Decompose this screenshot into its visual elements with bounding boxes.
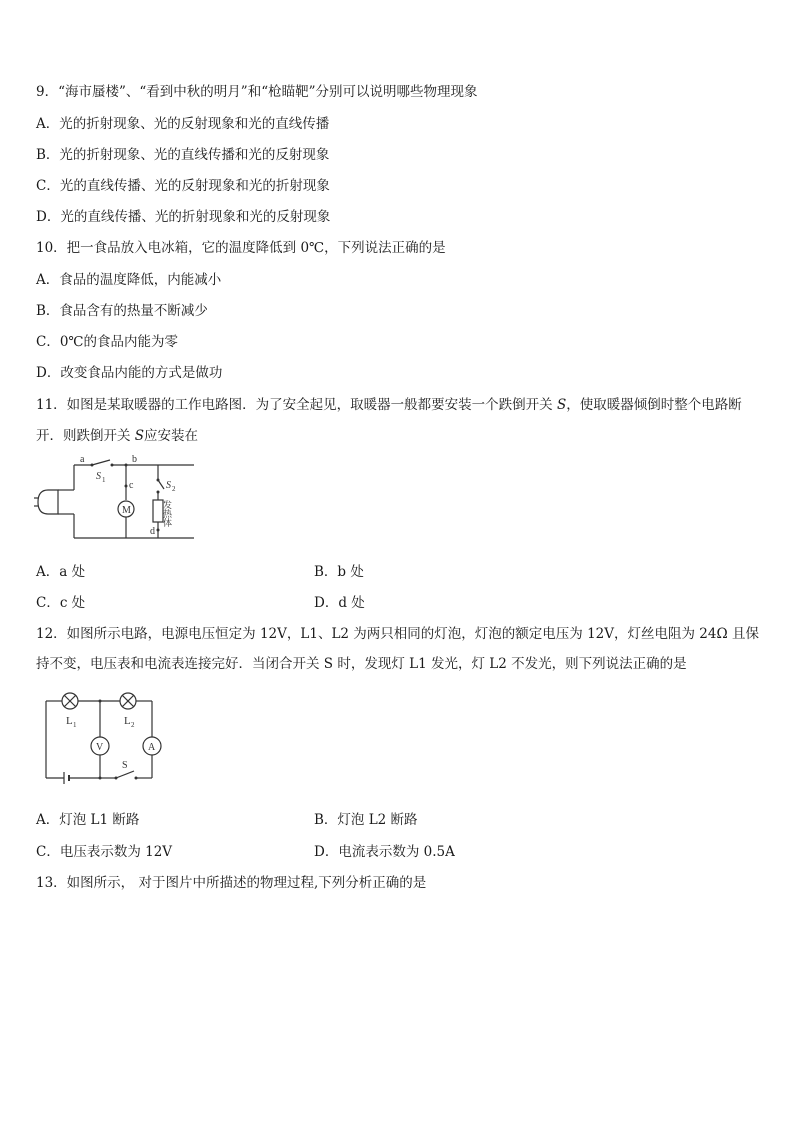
q11-stem-line2: 开．则跌倒开关 S应安装在 [36,428,199,444]
motor-label: M [122,505,131,516]
q11-option-b[interactable]: B．b 处 [314,564,364,580]
q10-option-b[interactable]: B．食品含有的热量不断减少 [36,303,208,319]
label-a: a [80,454,85,465]
q9-option-c[interactable]: C．光的直线传播、光的反射现象和光的折射现象 [36,178,330,194]
label-l2-sub: 2 [131,721,135,729]
q13-stem: 13．如图所示， 对于图片中所描述的物理过程,下列分析正确的是 [36,875,427,891]
label-c: c [129,480,134,491]
q12-bulb-circuit-figure [40,686,170,786]
q10-option-a[interactable]: A．食品的温度降低，内能减小 [36,272,222,288]
q9-option-b[interactable]: B．光的折射现象、光的直线传播和光的反射现象 [36,147,330,163]
q12-option-b[interactable]: B．灯泡 L2 断路 [314,812,418,828]
q12-option-c[interactable]: C．电压表示数为 12V [36,844,173,860]
switch-label: S [122,760,128,771]
q12-stem-line1: 12．如图所示电路，电源电压恒定为 12V，L1、L2 为两只相同的灯泡，灯泡的额定电压为 12V，灯丝电阻为 24Ω 且保 [36,626,759,642]
q11-stem-line1: 11．如图是某取暖器的工作电路图．为了安全起见，取暖器一般都要安装一个跌倒开关 S，使取暖器倾倒时整个电路断 [36,397,742,413]
label-l2: L [124,715,131,727]
label-l1: L [66,715,73,727]
label-s2: S [166,480,171,491]
q10-stem: 10．把一食品放入电冰箱，它的温度降低到 0℃，下列说法正确的是 [36,240,446,256]
heater-label: 发热体 [162,500,172,527]
label-s1: S [96,471,101,482]
label-s2-sub: 2 [172,485,176,493]
q9-option-d[interactable]: D．光的直线传播、光的折射现象和光的反射现象 [36,209,331,225]
q10-option-c[interactable]: C．0℃的食品内能为零 [36,334,179,350]
q11-option-a[interactable]: A．a 处 [36,564,86,580]
q12-option-d[interactable]: D．电流表示数为 0.5A [314,844,455,860]
label-l1-sub: 1 [73,721,77,729]
q11-option-d[interactable]: D．d 处 [314,595,365,611]
q12-option-a[interactable]: A．灯泡 L1 断路 [36,812,140,828]
q9-option-a[interactable]: A．光的折射现象、光的反射现象和光的直线传播 [36,116,330,132]
q12-stem-line2: 持不变，电压表和电流表连接完好．当闭合开关 S 时，发现灯 L1 发光，灯 L2 不发光，则下列说法正确的是 [36,656,687,672]
q11-heater-circuit-figure [34,452,204,552]
q10-option-d[interactable]: D．改变食品内能的方式是做功 [36,365,223,381]
label-b: b [132,454,137,465]
ammeter-label: A [148,742,156,753]
q11-option-c[interactable]: C．c 处 [36,595,86,611]
label-s1-sub: 1 [102,476,106,484]
voltmeter-label: V [96,742,104,753]
label-d: d [150,526,155,537]
q9-stem: 9．“海市蜃楼”、“看到中秋的明月”和“枪瞄靶”分别可以说明哪些物理现象 [36,84,478,100]
